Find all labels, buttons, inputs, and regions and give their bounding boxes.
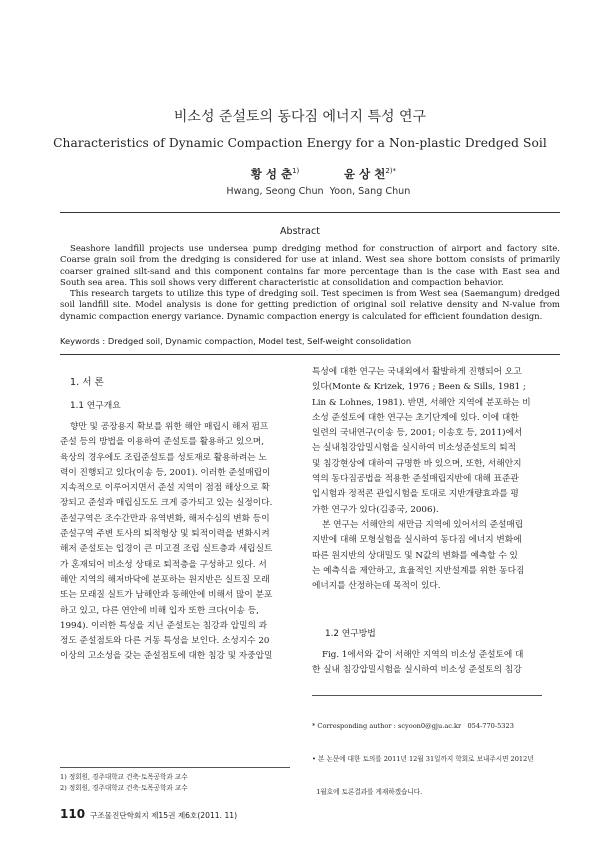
body-line: 지반에 대해 모형실험을 실시하여 동다짐 에너지 변화에 xyxy=(312,535,522,546)
author-1-name-en: Hwang, Seong Chun xyxy=(226,186,324,197)
body-line: 정도 준설점토와 다른 거동 특성을 보인다. 소성지수 20 xyxy=(60,636,270,647)
body-line: 가 혼재되어 비소성 상태로 퇴적층을 구성하고 있다. 서 xyxy=(60,559,267,570)
body-line: 준설구역은 조수간만과 유역변화, 해저수심의 변화 등이 xyxy=(60,513,270,524)
body-line: 이상의 고소성을 갖는 준설점토에 대한 침강 및 자중압밀 xyxy=(60,651,273,662)
body-line: 지속적으로 이루어지면서 준설 지역이 점점 해상으로 확 xyxy=(60,483,270,494)
journal-citation: 구조물진단학회지 제15권 제6호(2011. 11) xyxy=(90,811,238,820)
left-footnotes xyxy=(60,772,188,794)
author-1-name-ko: 황 성 춘 xyxy=(250,167,293,181)
right-column-body xyxy=(312,365,542,594)
author-2 xyxy=(300,166,440,197)
body-line: 한 실내 침강압밀시험을 실시하여 비소성 준설토의 침강 xyxy=(312,665,522,676)
abstract-bottom-rule xyxy=(60,354,560,355)
author-2-name-ko: 윤 상 천 xyxy=(343,167,386,181)
left-column-body xyxy=(60,420,290,665)
body-line: 가한 연구가 있다(김종국, 2006). xyxy=(312,504,439,515)
body-line: 는 실내침강압밀시험을 실시하여 비소성준설토의 퇴적 xyxy=(312,443,517,454)
body-line: 소성 준설토에 대한 연구는 초기단계에 있다. 이에 대한 xyxy=(312,412,519,423)
discussion-note-cont: 1월호에 토론결과를 게재하겠습니다. xyxy=(312,788,423,796)
keywords: Keywords : Dredged soil, Dynamic compaction, Model test, Self-weight consolidation xyxy=(60,336,412,346)
body-line: 준설구역 주변 토사의 퇴적형상 및 퇴적이력을 변화시켜 xyxy=(60,529,270,540)
author-1-mark: 1) xyxy=(292,167,300,176)
paper-title-english: Characteristics of Dynamic Compaction Energy for a Non-plastic Dredged Soil xyxy=(53,136,547,150)
body-line: 향만 및 공장용지 확보를 위한 해안 매립시 해저 펌프 xyxy=(70,422,269,432)
body-line: 역의 동다짐공법을 적용한 준설매립지반에 대해 표준관 xyxy=(312,474,519,485)
left-footnote-rule xyxy=(60,767,290,768)
body-line: 육상의 경우에도 조립준설토를 성토재로 활용하려는 노 xyxy=(60,452,267,463)
body-line: Lin & Lohnes, 1981). 반면, 서해안 지역에 분포하는 비 xyxy=(312,397,531,408)
footnote-1: 1) 정회원, 경주대학교 건축·토목공학과 교수 xyxy=(60,773,188,781)
body-line: 력이 진행되고 있다(이송 등, 2001). 이러한 준설매립이 xyxy=(60,467,271,478)
author-2-name-en: Yoon, Sang Chun xyxy=(329,186,411,197)
body-line: 해저 준설토는 입경이 큰 미고결 조립 실트층과 세립실트 xyxy=(60,544,273,555)
corresponding-author: * Corresponding author : scyoon0@gju.ac.kr 054-770-5323 xyxy=(312,722,514,730)
abstract-heading: Abstract xyxy=(280,226,320,237)
body-line: 또는 모래질 실트가 남해안과 동해안에 비해서 많이 분포 xyxy=(60,590,273,601)
keywords-label: Keywords xyxy=(60,336,100,346)
section-1-1-heading: 1.1 연구개요 xyxy=(70,401,121,411)
body-line: 및 침강현상에 대하여 규명한 바 있으며, 또한, 서해안지 xyxy=(312,458,522,469)
right-footnote-rule xyxy=(312,695,542,696)
body-line: 해안 지역의 해저바닥에 분포하는 원지반은 실트질 모래 xyxy=(60,574,270,585)
abstract-body xyxy=(60,244,560,323)
section-1-2-heading: 1.2 연구방법 xyxy=(325,629,376,639)
page-number: 110 xyxy=(60,807,86,821)
body-line: 1994). 이러한 특성을 지닌 준설토는 침강과 압밀의 과 xyxy=(60,620,268,631)
body-line: 하고 있고, 다른 연안에 비해 입자 또한 크다(이송 등, xyxy=(60,605,259,616)
body-line: 따른 원지반의 상대밀도 및 N값의 변화를 예측할 수 있 xyxy=(312,550,518,561)
body-line: 는 예측식을 제안하고, 효율적인 지반설계를 위한 동다짐 xyxy=(312,565,525,576)
right-footnotes xyxy=(312,699,534,809)
paper-title-korean: 비소성 준설토의 동다짐 에너지 특성 연구 xyxy=(173,109,427,125)
body-line: 특성에 대한 연구는 국내외에서 활발하게 진행되어 오고 xyxy=(312,367,522,377)
footnote-2: 2) 정회원, 경주대학교 건축·토목공학과 교수 xyxy=(60,784,188,792)
author-2-mark: 2)* xyxy=(385,167,397,176)
abstract-paragraph-2: This research targets to utilize this type of dredging soil. Test specimen is from West sea (Saemangum) dredged soil landfill site. Model analysis is done for getting prediction of original soil relative density and N-value from dynamic compaction energy variance. Dynamic compaction energy is calculated for efficient foundation design. xyxy=(60,289,560,322)
body-line: 본 연구는 서해안의 새만금 지역에 있어서의 준설매립 xyxy=(322,519,524,530)
right-column-body-2 xyxy=(312,648,542,679)
body-line: 있다(Monte & Krizek, 1976 ; Been & Sills, 1981 ; xyxy=(312,382,526,393)
body-line: 에너지를 산정하는데 목적이 있다. xyxy=(312,581,441,592)
abstract-paragraph-1: Seashore landfill projects use undersea pump dredging method for construction of airport and factory site. Coarse grain soil from the dredging is considered for use at inland. West sea shore bottom consists of primarily coarser grained silt-sand and this component contains far more percentage than is the case with East sea and South sea area. This soil shows very different characteristic at consolidation and compaction behavior. xyxy=(60,244,560,288)
body-line: 준설 등의 방법을 이용하여 준설토를 활용하고 있으며, xyxy=(60,437,264,448)
body-line: 입시험과 정적콘 관입시험을 토대로 지반개량효과를 평 xyxy=(312,489,519,500)
body-line: Fig. 1에서와 같이 서해안 지역의 비소성 준설토에 대 xyxy=(322,650,524,660)
keywords-text: Dredged soil, Dynamic compaction, Model test, Self-weight consolidation xyxy=(107,336,412,346)
body-line: 일련의 국내연구(이송 등, 2001; 이송호 등, 2011)에서 xyxy=(312,428,523,439)
body-line: 장되고 준설과 매립심도도 크게 증가되고 있는 실정이다. xyxy=(60,498,273,509)
abstract-top-rule xyxy=(60,212,560,213)
section-1-heading: 1. 서 론 xyxy=(70,377,104,388)
discussion-note: • 본 논문에 대한 토의를 2011년 12월 31일까지 학회로 보내주시면 2012년 xyxy=(312,755,534,763)
